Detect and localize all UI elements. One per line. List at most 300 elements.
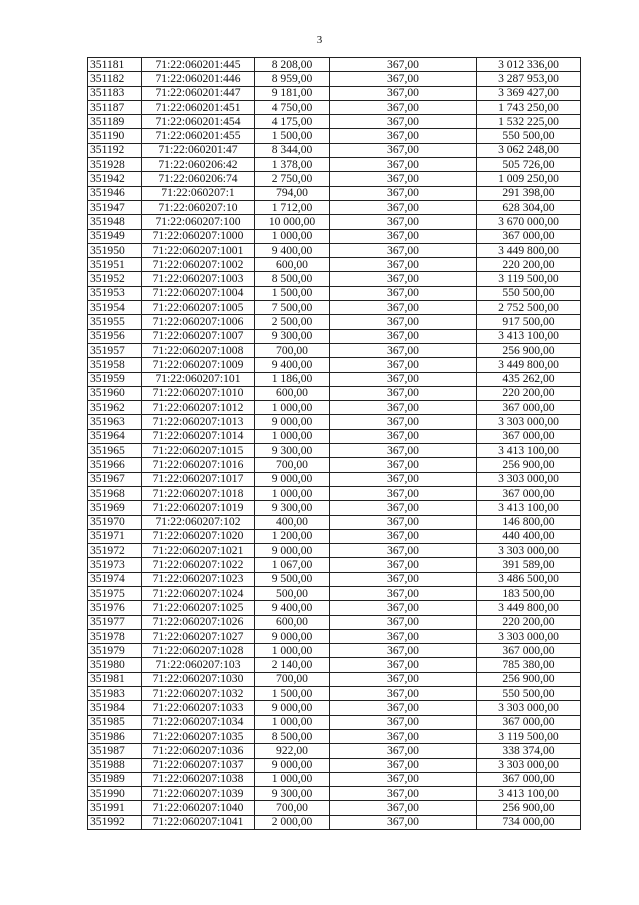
- area-cell: 9 000,00: [255, 544, 330, 558]
- cadastral-number-cell: 71:22:060207:1024: [142, 586, 255, 600]
- table-row: [88, 229, 581, 243]
- cadastral-value-cell: 183 500,00: [477, 586, 581, 600]
- row-number-cell: 351977: [88, 615, 142, 629]
- table-row: [88, 329, 581, 343]
- table-row: [88, 515, 581, 529]
- rate-cell: 367,00: [330, 744, 477, 758]
- table-row: [88, 286, 581, 300]
- cadastral-number-cell: 71:22:060207:1009: [142, 358, 255, 372]
- cadastral-value-cell: 3 449 800,00: [477, 601, 581, 615]
- row-number-cell: 351181: [88, 58, 142, 72]
- area-cell: 922,00: [255, 744, 330, 758]
- table-row: [88, 558, 581, 572]
- cadastral-number-cell: 71:22:060207:1028: [142, 644, 255, 658]
- area-cell: 700,00: [255, 458, 330, 472]
- area-cell: 600,00: [255, 615, 330, 629]
- table-row: [88, 801, 581, 815]
- cadastral-number-cell: 71:22:060207:1025: [142, 601, 255, 615]
- cadastral-number-cell: 71:22:060207:1000: [142, 229, 255, 243]
- rate-cell: 367,00: [330, 701, 477, 715]
- row-number-cell: 351992: [88, 815, 142, 829]
- area-cell: 4 175,00: [255, 115, 330, 129]
- cadastral-number-cell: 71:22:060206:74: [142, 172, 255, 186]
- rate-cell: 367,00: [330, 186, 477, 200]
- table-row: [88, 200, 581, 214]
- rate-cell: 367,00: [330, 86, 477, 100]
- cadastral-value-cell: 3 119 500,00: [477, 272, 581, 286]
- row-number-cell: 351190: [88, 129, 142, 143]
- area-cell: 2 750,00: [255, 172, 330, 186]
- table-row: [88, 629, 581, 643]
- rate-cell: 367,00: [330, 129, 477, 143]
- row-number-cell: 351971: [88, 529, 142, 543]
- rate-cell: 367,00: [330, 558, 477, 572]
- cadastral-value-cell: 256 900,00: [477, 672, 581, 686]
- cadastral-value-cell: 440 400,00: [477, 529, 581, 543]
- area-cell: 9 181,00: [255, 86, 330, 100]
- cadastral-number-cell: 71:22:060207:1019: [142, 501, 255, 515]
- area-cell: 1 186,00: [255, 372, 330, 386]
- rate-cell: 367,00: [330, 801, 477, 815]
- table-row: [88, 258, 581, 272]
- rate-cell: 367,00: [330, 572, 477, 586]
- area-cell: 9 000,00: [255, 415, 330, 429]
- table-row: [88, 687, 581, 701]
- row-number-cell: 351975: [88, 586, 142, 600]
- area-cell: 9 300,00: [255, 444, 330, 458]
- row-number-cell: 351966: [88, 458, 142, 472]
- cadastral-value-cell: 435 262,00: [477, 372, 581, 386]
- rate-cell: 367,00: [330, 644, 477, 658]
- rate-cell: 367,00: [330, 200, 477, 214]
- area-cell: 1 378,00: [255, 158, 330, 172]
- cadastral-value-cell: 256 900,00: [477, 343, 581, 357]
- table-row: [88, 672, 581, 686]
- cadastral-number-cell: 71:22:060207:1013: [142, 415, 255, 429]
- row-number-cell: 351991: [88, 801, 142, 815]
- cadastral-number-cell: 71:22:060207:1012: [142, 401, 255, 415]
- row-number-cell: 351963: [88, 415, 142, 429]
- table-row: [88, 401, 581, 415]
- cadastral-value-cell: 734 000,00: [477, 815, 581, 829]
- cadastral-value-cell: 367 000,00: [477, 229, 581, 243]
- row-number-cell: 351989: [88, 772, 142, 786]
- row-number-cell: 351957: [88, 343, 142, 357]
- cadastral-number-cell: 71:22:060207:1027: [142, 629, 255, 643]
- rate-cell: 367,00: [330, 415, 477, 429]
- rate-cell: 367,00: [330, 301, 477, 315]
- cadastral-number-cell: 71:22:060207:1005: [142, 301, 255, 315]
- area-cell: 9 400,00: [255, 243, 330, 257]
- table-row: [88, 301, 581, 315]
- rate-cell: 367,00: [330, 615, 477, 629]
- row-number-cell: 351974: [88, 572, 142, 586]
- cadastral-value-cell: 917 500,00: [477, 315, 581, 329]
- cadastral-value-cell: 291 398,00: [477, 186, 581, 200]
- area-cell: 1 000,00: [255, 644, 330, 658]
- table-row: [88, 772, 581, 786]
- area-cell: 1 067,00: [255, 558, 330, 572]
- area-cell: 4 750,00: [255, 100, 330, 114]
- row-number-cell: 351959: [88, 372, 142, 386]
- rate-cell: 367,00: [330, 544, 477, 558]
- row-number-cell: 351972: [88, 544, 142, 558]
- cadastral-number-cell: 71:22:060207:1022: [142, 558, 255, 572]
- cadastral-value-table: [87, 57, 581, 830]
- area-cell: 600,00: [255, 258, 330, 272]
- rate-cell: 367,00: [330, 358, 477, 372]
- cadastral-value-cell: 256 900,00: [477, 458, 581, 472]
- table-row: [88, 544, 581, 558]
- table-row: [88, 415, 581, 429]
- row-number-cell: 351952: [88, 272, 142, 286]
- table-row: [88, 72, 581, 86]
- rate-cell: 367,00: [330, 343, 477, 357]
- rate-cell: 367,00: [330, 601, 477, 615]
- area-cell: 2 140,00: [255, 658, 330, 672]
- table-row: [88, 815, 581, 829]
- area-cell: 9 500,00: [255, 572, 330, 586]
- cadastral-number-cell: 71:22:060207:1018: [142, 486, 255, 500]
- rate-cell: 367,00: [330, 258, 477, 272]
- rate-cell: 367,00: [330, 372, 477, 386]
- cadastral-value-cell: 3 303 000,00: [477, 415, 581, 429]
- rate-cell: 367,00: [330, 429, 477, 443]
- cadastral-value-cell: 3 303 000,00: [477, 472, 581, 486]
- area-cell: 9 300,00: [255, 787, 330, 801]
- cadastral-number-cell: 71:22:060207:1020: [142, 529, 255, 543]
- row-number-cell: 351950: [88, 243, 142, 257]
- row-number-cell: 351187: [88, 100, 142, 114]
- cadastral-number-cell: 71:22:060207:1010: [142, 386, 255, 400]
- area-cell: 9 000,00: [255, 758, 330, 772]
- row-number-cell: 351942: [88, 172, 142, 186]
- table-row: [88, 143, 581, 157]
- cadastral-number-cell: 71:22:060207:1023: [142, 572, 255, 586]
- table-row: [88, 243, 581, 257]
- area-cell: 400,00: [255, 515, 330, 529]
- table-row: [88, 272, 581, 286]
- cadastral-value-cell: 220 200,00: [477, 615, 581, 629]
- cadastral-value-cell: 367 000,00: [477, 401, 581, 415]
- table-row: [88, 744, 581, 758]
- cadastral-value-cell: 3 287 953,00: [477, 72, 581, 86]
- cadastral-value-cell: 1 009 250,00: [477, 172, 581, 186]
- area-cell: 700,00: [255, 672, 330, 686]
- area-cell: 600,00: [255, 386, 330, 400]
- rate-cell: 367,00: [330, 229, 477, 243]
- table-row: [88, 486, 581, 500]
- cadastral-value-cell: 3 303 000,00: [477, 701, 581, 715]
- cadastral-value-cell: 3 449 800,00: [477, 243, 581, 257]
- cadastral-value-cell: 367 000,00: [477, 429, 581, 443]
- rate-cell: 367,00: [330, 758, 477, 772]
- rate-cell: 367,00: [330, 672, 477, 686]
- cadastral-value-cell: 3 303 000,00: [477, 544, 581, 558]
- row-number-cell: 351970: [88, 515, 142, 529]
- cadastral-value-cell: 367 000,00: [477, 715, 581, 729]
- rate-cell: 367,00: [330, 501, 477, 515]
- rate-cell: 367,00: [330, 272, 477, 286]
- cadastral-number-cell: 71:22:060207:1001: [142, 243, 255, 257]
- row-number-cell: 351986: [88, 729, 142, 743]
- table-row: [88, 758, 581, 772]
- rate-cell: 367,00: [330, 243, 477, 257]
- cadastral-number-cell: 71:22:060207:1003: [142, 272, 255, 286]
- row-number-cell: 351960: [88, 386, 142, 400]
- cadastral-number-cell: 71:22:060201:47: [142, 143, 255, 157]
- area-cell: 1 712,00: [255, 200, 330, 214]
- cadastral-value-cell: 3 413 100,00: [477, 444, 581, 458]
- rate-cell: 367,00: [330, 315, 477, 329]
- rate-cell: 367,00: [330, 172, 477, 186]
- area-cell: 9 000,00: [255, 472, 330, 486]
- row-number-cell: 351968: [88, 486, 142, 500]
- table-row: [88, 372, 581, 386]
- cadastral-value-cell: 3 012 336,00: [477, 58, 581, 72]
- cadastral-number-cell: 71:22:060207:1021: [142, 544, 255, 558]
- cadastral-number-cell: 71:22:060207:1002: [142, 258, 255, 272]
- rate-cell: 367,00: [330, 715, 477, 729]
- cadastral-value-cell: 146 800,00: [477, 515, 581, 529]
- cadastral-value-cell: 3 303 000,00: [477, 629, 581, 643]
- area-cell: 1 500,00: [255, 286, 330, 300]
- table-body: [88, 58, 581, 830]
- area-cell: 700,00: [255, 343, 330, 357]
- row-number-cell: 351976: [88, 601, 142, 615]
- rate-cell: 367,00: [330, 472, 477, 486]
- cadastral-number-cell: 71:22:060207:1034: [142, 715, 255, 729]
- area-cell: 1 000,00: [255, 715, 330, 729]
- table-row: [88, 429, 581, 443]
- cadastral-number-cell: 71:22:060201:446: [142, 72, 255, 86]
- cadastral-value-cell: 3 119 500,00: [477, 729, 581, 743]
- rate-cell: 367,00: [330, 486, 477, 500]
- cadastral-value-cell: 220 200,00: [477, 386, 581, 400]
- cadastral-number-cell: 71:22:060207:100: [142, 215, 255, 229]
- table-row: [88, 787, 581, 801]
- rate-cell: 367,00: [330, 58, 477, 72]
- rate-cell: 367,00: [330, 72, 477, 86]
- cadastral-number-cell: 71:22:060207:10: [142, 200, 255, 214]
- cadastral-number-cell: 71:22:060207:1040: [142, 801, 255, 815]
- rate-cell: 367,00: [330, 401, 477, 415]
- cadastral-number-cell: 71:22:060207:1038: [142, 772, 255, 786]
- rate-cell: 367,00: [330, 729, 477, 743]
- cadastral-number-cell: 71:22:060207:1035: [142, 729, 255, 743]
- table-row: [88, 644, 581, 658]
- cadastral-value-cell: 3 670 000,00: [477, 215, 581, 229]
- area-cell: 9 300,00: [255, 501, 330, 515]
- area-cell: 794,00: [255, 186, 330, 200]
- area-cell: 700,00: [255, 801, 330, 815]
- cadastral-value-cell: 3 413 100,00: [477, 329, 581, 343]
- table-row: [88, 158, 581, 172]
- table-row: [88, 586, 581, 600]
- row-number-cell: 351967: [88, 472, 142, 486]
- row-number-cell: 351965: [88, 444, 142, 458]
- row-number-cell: 351964: [88, 429, 142, 443]
- cadastral-value-cell: 2 752 500,00: [477, 301, 581, 315]
- row-number-cell: 351946: [88, 186, 142, 200]
- cadastral-number-cell: 71:22:060207:103: [142, 658, 255, 672]
- cadastral-number-cell: 71:22:060207:1016: [142, 458, 255, 472]
- row-number-cell: 351953: [88, 286, 142, 300]
- area-cell: 1 000,00: [255, 486, 330, 500]
- rate-cell: 367,00: [330, 772, 477, 786]
- row-number-cell: 351979: [88, 644, 142, 658]
- table-row: [88, 386, 581, 400]
- cadastral-value-cell: 3 369 427,00: [477, 86, 581, 100]
- table-row: [88, 315, 581, 329]
- rate-cell: 367,00: [330, 815, 477, 829]
- rate-cell: 367,00: [330, 515, 477, 529]
- table-row: [88, 658, 581, 672]
- cadastral-value-cell: 550 500,00: [477, 687, 581, 701]
- page-number: 3: [316, 34, 323, 46]
- rate-cell: 367,00: [330, 529, 477, 543]
- row-number-cell: 351978: [88, 629, 142, 643]
- rate-cell: 367,00: [330, 787, 477, 801]
- rate-cell: 367,00: [330, 458, 477, 472]
- cadastral-value-cell: 3 413 100,00: [477, 787, 581, 801]
- rate-cell: 367,00: [330, 687, 477, 701]
- area-cell: 1 000,00: [255, 772, 330, 786]
- cadastral-number-cell: 71:22:060201:454: [142, 115, 255, 129]
- cadastral-number-cell: 71:22:060207:101: [142, 372, 255, 386]
- row-number-cell: 351951: [88, 258, 142, 272]
- area-cell: 8 959,00: [255, 72, 330, 86]
- row-number-cell: 351947: [88, 200, 142, 214]
- table-row: [88, 86, 581, 100]
- cadastral-value-cell: 505 726,00: [477, 158, 581, 172]
- cadastral-value-cell: 367 000,00: [477, 644, 581, 658]
- table-row: [88, 58, 581, 72]
- cadastral-number-cell: 71:22:060207:1004: [142, 286, 255, 300]
- rate-cell: 367,00: [330, 658, 477, 672]
- table-row: [88, 458, 581, 472]
- row-number-cell: 351983: [88, 687, 142, 701]
- row-number-cell: 351958: [88, 358, 142, 372]
- rate-cell: 367,00: [330, 586, 477, 600]
- cadastral-value-cell: 3 449 800,00: [477, 358, 581, 372]
- rate-cell: 367,00: [330, 329, 477, 343]
- area-cell: 1 200,00: [255, 529, 330, 543]
- cadastral-value-cell: 3 413 100,00: [477, 501, 581, 515]
- table-row: [88, 572, 581, 586]
- area-cell: 7 500,00: [255, 301, 330, 315]
- area-cell: 1 000,00: [255, 429, 330, 443]
- cadastral-number-cell: 71:22:060207:1015: [142, 444, 255, 458]
- cadastral-number-cell: 71:22:060207:1036: [142, 744, 255, 758]
- row-number-cell: 351962: [88, 401, 142, 415]
- cadastral-value-cell: 550 500,00: [477, 129, 581, 143]
- cadastral-number-cell: 71:22:060201:447: [142, 86, 255, 100]
- cadastral-number-cell: 71:22:060207:1008: [142, 343, 255, 357]
- cadastral-number-cell: 71:22:060201:445: [142, 58, 255, 72]
- table-row: [88, 343, 581, 357]
- table-row: [88, 172, 581, 186]
- cadastral-value-cell: 1 532 225,00: [477, 115, 581, 129]
- area-cell: 9 300,00: [255, 329, 330, 343]
- row-number-cell: 351969: [88, 501, 142, 515]
- table-row: [88, 115, 581, 129]
- cadastral-number-cell: 71:22:060207:1030: [142, 672, 255, 686]
- row-number-cell: 351192: [88, 143, 142, 157]
- row-number-cell: 351955: [88, 315, 142, 329]
- cadastral-value-cell: 220 200,00: [477, 258, 581, 272]
- rate-cell: 367,00: [330, 386, 477, 400]
- row-number-cell: 351987: [88, 744, 142, 758]
- table-row: [88, 501, 581, 515]
- cadastral-number-cell: 71:22:060201:455: [142, 129, 255, 143]
- cadastral-number-cell: 71:22:060207:1007: [142, 329, 255, 343]
- area-cell: 9 000,00: [255, 701, 330, 715]
- table-row: [88, 701, 581, 715]
- table-row: [88, 529, 581, 543]
- cadastral-number-cell: 71:22:060207:1014: [142, 429, 255, 443]
- row-number-cell: 351928: [88, 158, 142, 172]
- cadastral-value-cell: 338 374,00: [477, 744, 581, 758]
- cadastral-number-cell: 71:22:060207:102: [142, 515, 255, 529]
- cadastral-value-cell: 391 589,00: [477, 558, 581, 572]
- cadastral-value-cell: 550 500,00: [477, 286, 581, 300]
- cadastral-value-cell: 367 000,00: [477, 486, 581, 500]
- table-row: [88, 615, 581, 629]
- area-cell: 1 500,00: [255, 687, 330, 701]
- table-row: [88, 729, 581, 743]
- row-number-cell: 351189: [88, 115, 142, 129]
- table-row: [88, 129, 581, 143]
- row-number-cell: 351988: [88, 758, 142, 772]
- cadastral-number-cell: 71:22:060207:1033: [142, 701, 255, 715]
- table-row: [88, 601, 581, 615]
- row-number-cell: 351984: [88, 701, 142, 715]
- rate-cell: 367,00: [330, 143, 477, 157]
- rate-cell: 367,00: [330, 158, 477, 172]
- table-row: [88, 100, 581, 114]
- table-row: [88, 186, 581, 200]
- rate-cell: 367,00: [330, 115, 477, 129]
- area-cell: 8 500,00: [255, 729, 330, 743]
- cadastral-number-cell: 71:22:060207:1006: [142, 315, 255, 329]
- rate-cell: 367,00: [330, 444, 477, 458]
- rate-cell: 367,00: [330, 215, 477, 229]
- row-number-cell: 351981: [88, 672, 142, 686]
- cadastral-number-cell: 71:22:060206:42: [142, 158, 255, 172]
- area-cell: 2 000,00: [255, 815, 330, 829]
- area-cell: 9 400,00: [255, 601, 330, 615]
- row-number-cell: 351956: [88, 329, 142, 343]
- table-row: [88, 472, 581, 486]
- area-cell: 1 500,00: [255, 129, 330, 143]
- cadastral-value-cell: 1 743 250,00: [477, 100, 581, 114]
- row-number-cell: 351973: [88, 558, 142, 572]
- area-cell: 2 500,00: [255, 315, 330, 329]
- rate-cell: 367,00: [330, 286, 477, 300]
- area-cell: 8 208,00: [255, 58, 330, 72]
- area-cell: 8 500,00: [255, 272, 330, 286]
- area-cell: 1 000,00: [255, 401, 330, 415]
- row-number-cell: 351949: [88, 229, 142, 243]
- row-number-cell: 351954: [88, 301, 142, 315]
- cadastral-value-cell: 256 900,00: [477, 801, 581, 815]
- cadastral-number-cell: 71:22:060207:1017: [142, 472, 255, 486]
- row-number-cell: 351183: [88, 86, 142, 100]
- cadastral-value-cell: 367 000,00: [477, 772, 581, 786]
- rate-cell: 367,00: [330, 629, 477, 643]
- row-number-cell: 351985: [88, 715, 142, 729]
